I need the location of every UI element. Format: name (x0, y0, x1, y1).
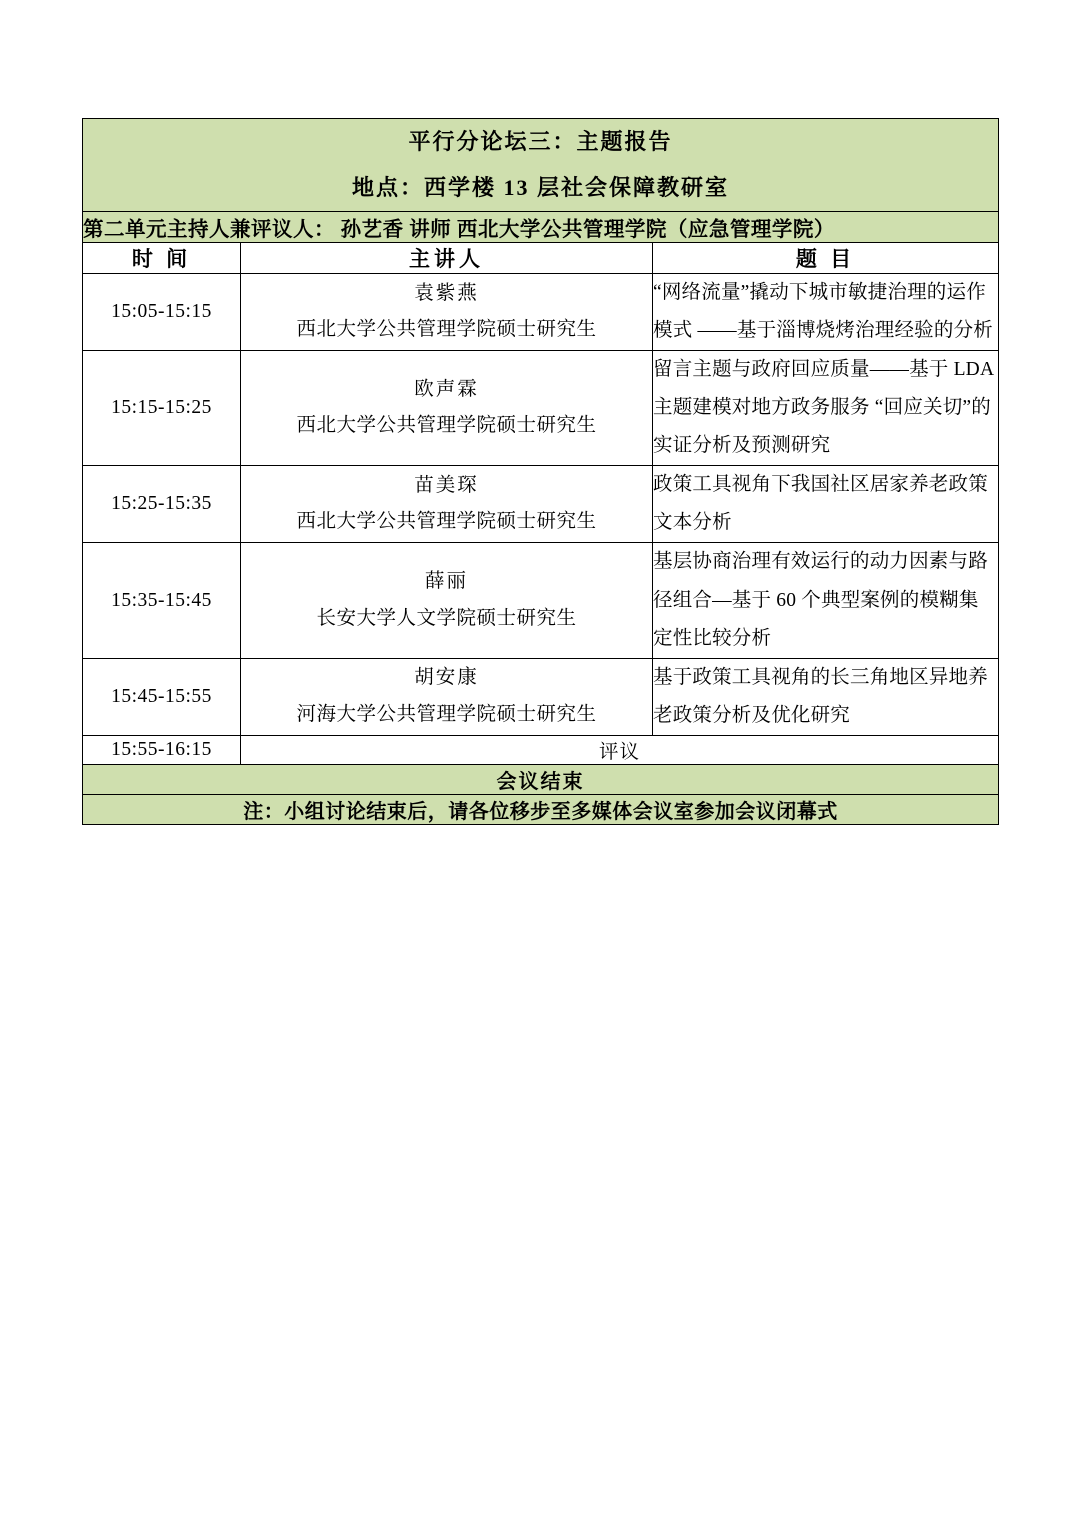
row-topic: 基于政策工具视角的长三角地区异地养老政策分析及优化研究 (653, 658, 999, 735)
speaker-name: 袁紫燕 (414, 283, 479, 305)
footer-end-row (83, 764, 999, 794)
agenda-table (82, 118, 999, 825)
footer-note-row (83, 794, 999, 824)
speaker-affiliation: 西北大学公共管理学院硕士研究生 (296, 319, 597, 341)
speaker-affiliation: 西北大学公共管理学院硕士研究生 (296, 511, 597, 533)
speaker-name: 苗美琛 (414, 475, 479, 497)
speaker-name: 薛丽 (424, 571, 468, 593)
comment-time: 15:55-16:15 (83, 735, 241, 764)
row-time: 15:15-15:25 (83, 351, 241, 466)
banner-row (83, 119, 999, 212)
meeting-note: 注：小组讨论结束后，请各位移步至多媒体会议室参加会议闭幕式 (83, 794, 999, 824)
table-header-row (83, 243, 999, 274)
column-header-speaker: 主讲人 (241, 243, 653, 274)
table-row (83, 351, 999, 466)
forum-banner (83, 119, 999, 212)
speaker-name: 胡安康 (414, 667, 479, 689)
speaker-affiliation: 河海大学公共管理学院硕士研究生 (296, 703, 597, 725)
row-speaker (241, 466, 653, 543)
column-header-topic: 题 目 (653, 243, 999, 274)
row-topic: 基层协商治理有效运行的动力因素与路径组合—基于 60 个典型案例的模糊集定性比较分析 (653, 543, 999, 658)
table-row (83, 658, 999, 735)
row-topic: 政策工具视角下我国社区居家养老政策文本分析 (653, 466, 999, 543)
comment-row (83, 735, 999, 764)
speaker-affiliation: 长安大学人文学院硕士研究生 (316, 607, 577, 629)
row-speaker (241, 351, 653, 466)
host-row (83, 212, 999, 243)
row-time: 15:35-15:45 (83, 543, 241, 658)
forum-location: 地点：西学楼 13 层社会保障教研室 (352, 175, 730, 201)
row-time: 15:05-15:15 (83, 274, 241, 351)
table-row (83, 466, 999, 543)
column-header-time: 时 间 (83, 243, 241, 274)
row-speaker (241, 543, 653, 658)
speaker-name: 欧声霖 (414, 379, 479, 401)
meeting-end-label: 会议结束 (83, 764, 999, 794)
comment-label: 评议 (241, 735, 999, 764)
host-and-discussant: 第二单元主持人兼评议人： 孙艺香 讲师 西北大学公共管理学院（应急管理学院） (83, 212, 999, 243)
table-row (83, 543, 999, 658)
forum-title: 平行分论坛三：主题报告 (408, 129, 673, 154)
row-topic: 留言主题与政府回应质量——基于 LDA 主题建模对地方政务服务 “回应关切”的实证分析及预测研究 (653, 351, 999, 466)
speaker-affiliation: 西北大学公共管理学院硕士研究生 (296, 415, 597, 437)
table-row (83, 274, 999, 351)
row-topic: “网络流量”撬动下城市敏捷治理的运作模式 ——基于淄博烧烤治理经验的分析 (653, 274, 999, 351)
row-time: 15:25-15:35 (83, 466, 241, 543)
row-time: 15:45-15:55 (83, 658, 241, 735)
row-speaker (241, 658, 653, 735)
row-speaker (241, 274, 653, 351)
